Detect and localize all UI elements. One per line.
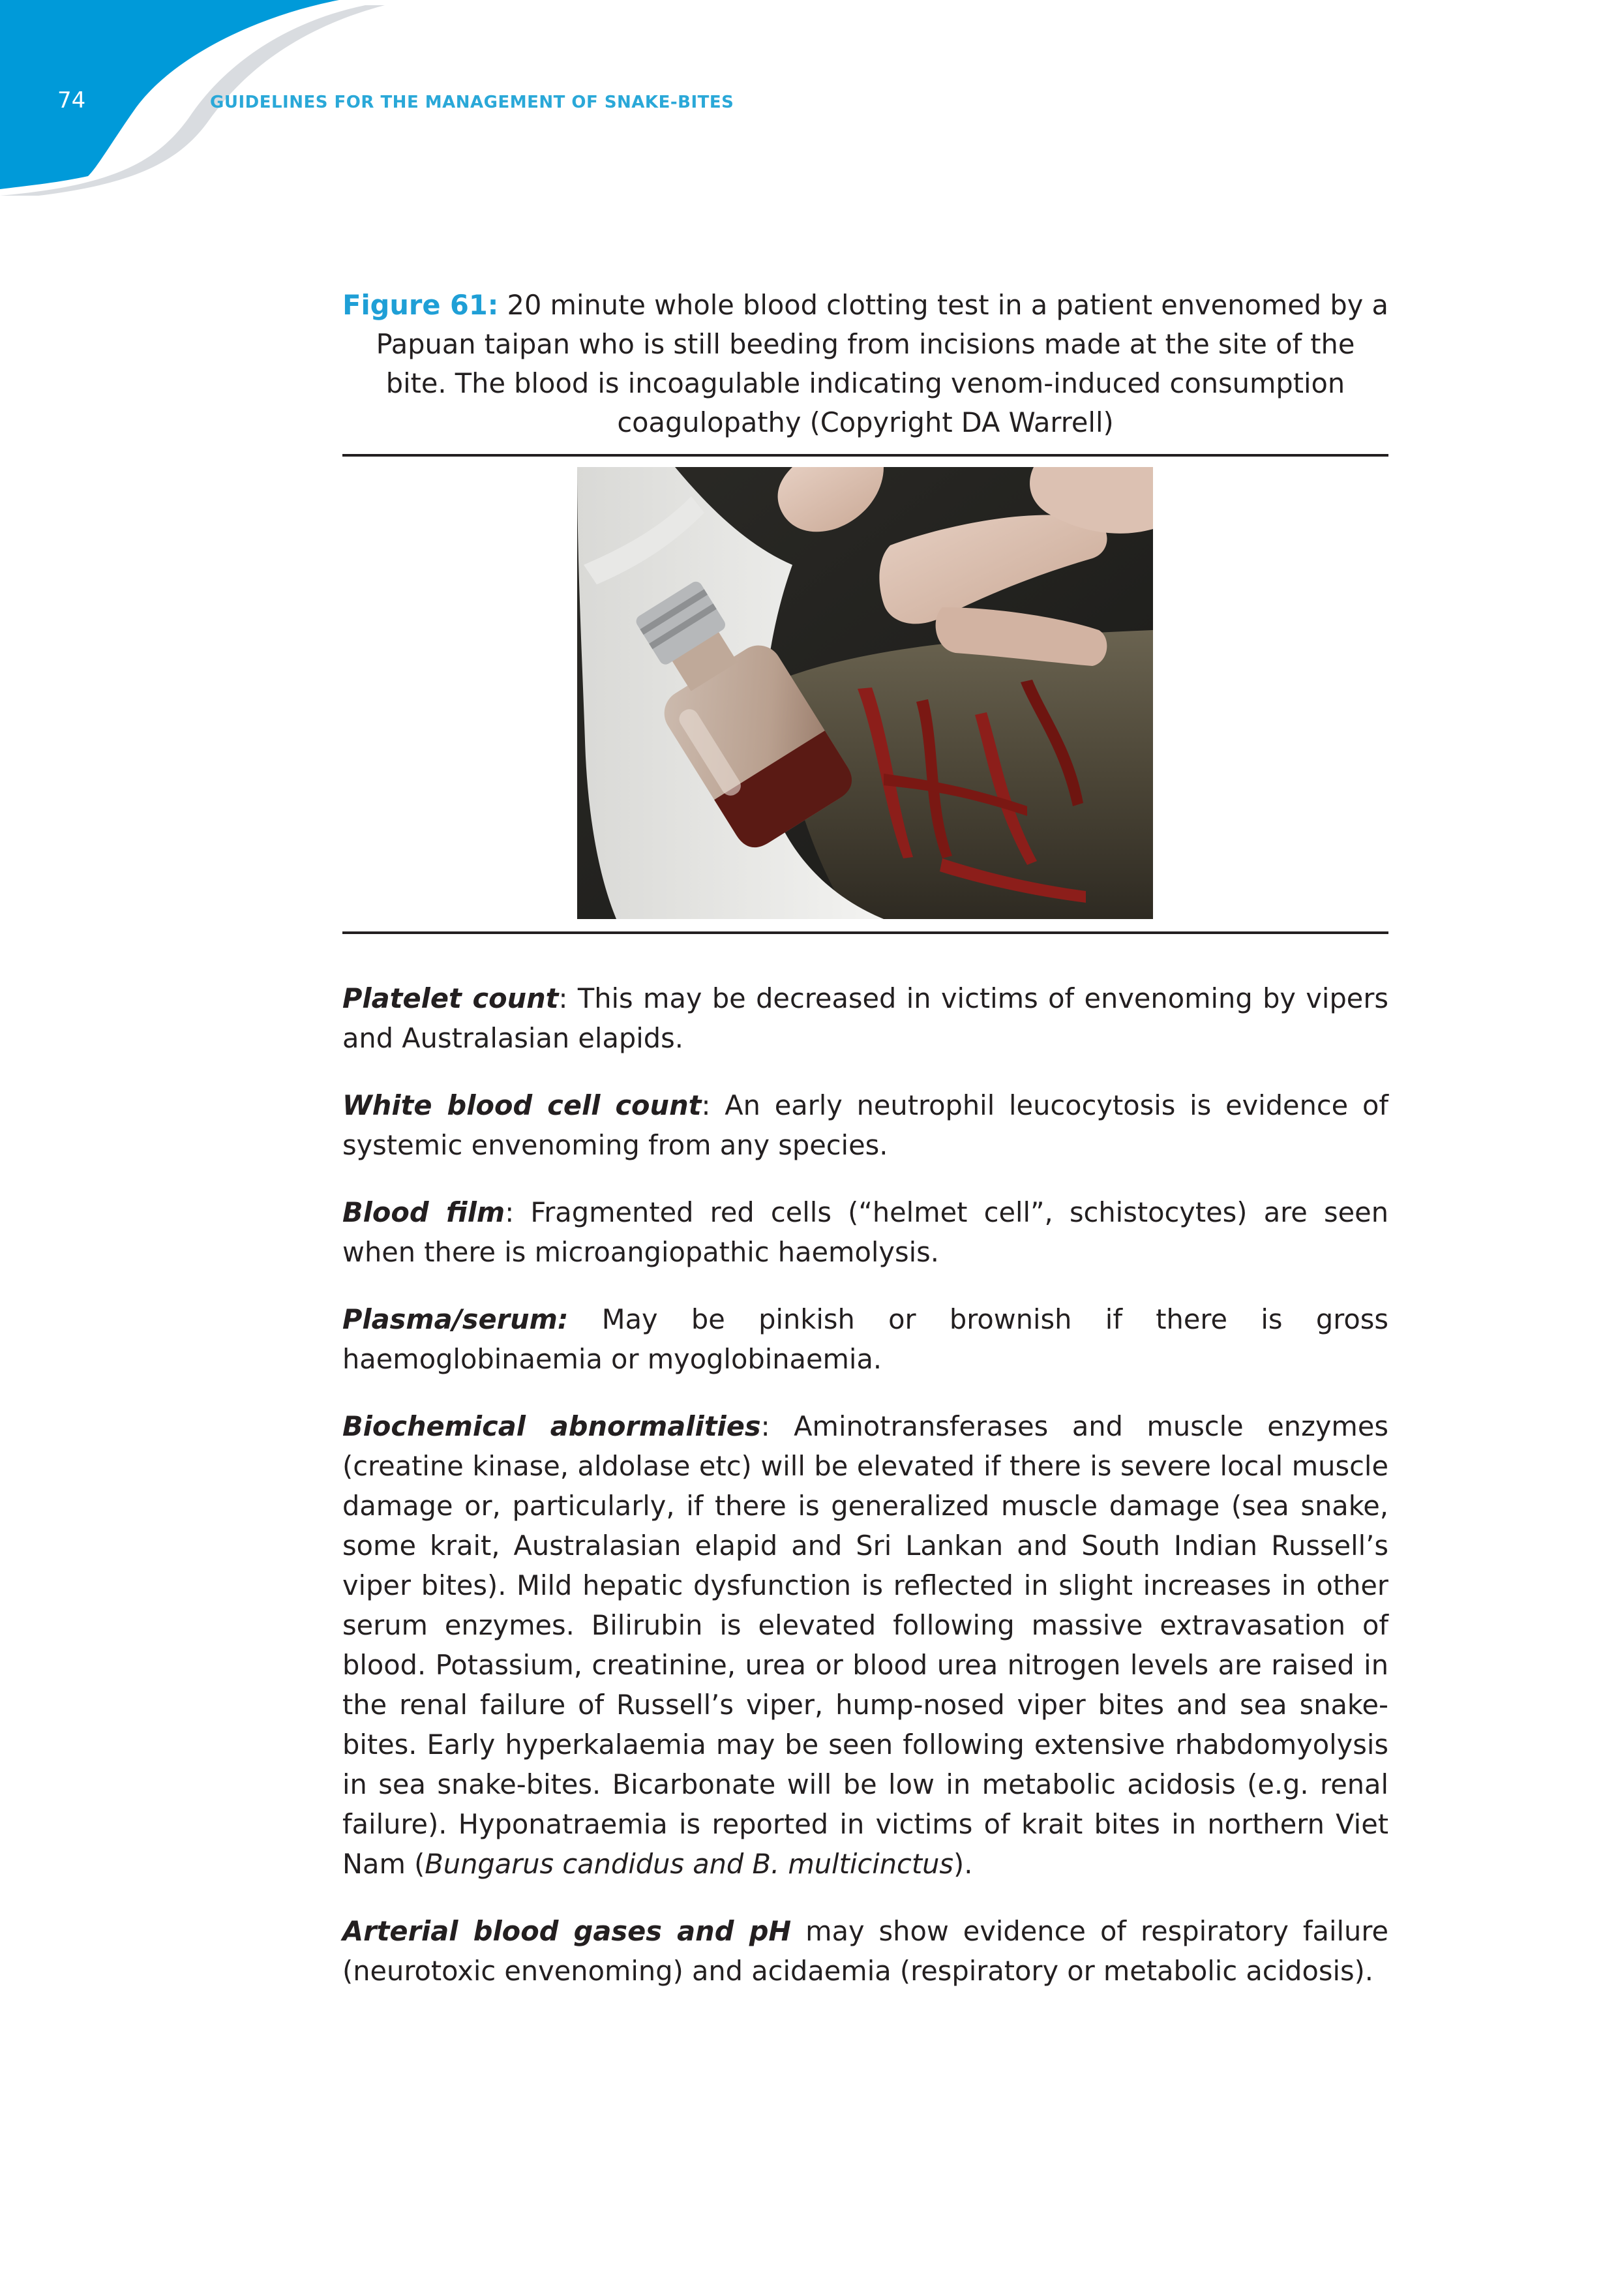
paragraph-text: Fragmented red cells (“helmet cell”, schistocytes) are seen when there is microangiopathic haemolysis. — [342, 1196, 1388, 1268]
term-separator: : — [505, 1196, 515, 1228]
paragraph-text: may show evidence of respiratory failure (neurotoxic envenoming) and acidaemia (respiratory or metabolic acidosis). — [342, 1915, 1388, 1987]
body-text — [342, 978, 1388, 2018]
figure-photo-blood-clotting-test — [577, 467, 1153, 919]
paragraph-text: An early neutrophil leucocytosis is evidence of systemic envenoming from any species. — [342, 1089, 1388, 1161]
figure-caption — [342, 286, 1388, 442]
paragraph-arterial-blood-gases — [342, 1911, 1388, 1991]
term-biochemical-abnormalities: Biochemical abnormalities — [342, 1410, 761, 1442]
paragraph-text-end: ). — [953, 1848, 973, 1880]
figure-caption-text: 20 minute whole blood clotting test in a patient envenomed by a Papuan taipan who is still beeding from incisions made at the site of the bite. The blood is incoagulable indicating venom-induced consumption coagulopathy (Copyright DA Warrell) — [376, 289, 1388, 438]
paragraph-text: May be pinkish or brownish if there is gross haemoglobinaemia or myoglobinaemia. — [342, 1303, 1388, 1375]
species-names: Bungarus candidus and B. multicinctus — [425, 1848, 954, 1880]
term-platelet-count: Platelet count — [342, 982, 559, 1014]
figure-label: Figure 61: — [342, 289, 499, 321]
paragraph-white-blood-cell-count — [342, 1085, 1388, 1165]
term-separator: : — [558, 982, 568, 1014]
running-header-title: GUIDELINES FOR THE MANAGEMENT OF SNAKE-BITES — [210, 93, 734, 112]
term-separator: : — [760, 1410, 770, 1442]
page-number: 74 — [57, 87, 86, 113]
paragraph-text: Aminotransferases and muscle enzymes (creatine kinase, aldolase etc) will be elevated if there is severe local muscle damage or, particularly, if there is generalized muscle damage (sea snake, some krait, Australasian elapid and Sri Lankan and South Indian Russell’s viper bites). Mild hepatic dysfunction is reflected in slight increases in other serum enzymes. Bilirubin is elevated following massive extravasation of blood. Potassium, creatinine, urea or blood urea nitrogen levels are raised in the renal failure of Russell’s viper, hump-nosed viper bites and sea snake-bites. Early hyperkalaemia may be seen following extensive rhabdomyolysis in sea snake-bites. Bicarbonate will be low in metabolic acidosis (e.g. renal failure). Hyponatraemia is reported in victims of krait bites in northern Viet Nam ( — [342, 1410, 1388, 1880]
paragraph-blood-film — [342, 1192, 1388, 1272]
paragraph-platelet-count — [342, 978, 1388, 1058]
term-separator: : — [701, 1089, 711, 1121]
paragraph-plasma-serum — [342, 1299, 1388, 1379]
paragraph-biochemical-abnormalities — [342, 1406, 1388, 1884]
term-arterial-blood-gases: Arterial blood gases and pH — [342, 1915, 792, 1947]
term-blood-film: Blood film — [342, 1196, 505, 1228]
figure-bottom-rule — [342, 931, 1388, 934]
term-plasma-serum: Plasma/serum: — [342, 1303, 569, 1335]
figure-top-rule — [342, 454, 1388, 457]
paragraph-text: This may be decreased in victims of envenoming by vipers and Australasian elapids. — [342, 982, 1389, 1054]
term-white-blood-cell-count: White blood cell count — [342, 1089, 702, 1121]
